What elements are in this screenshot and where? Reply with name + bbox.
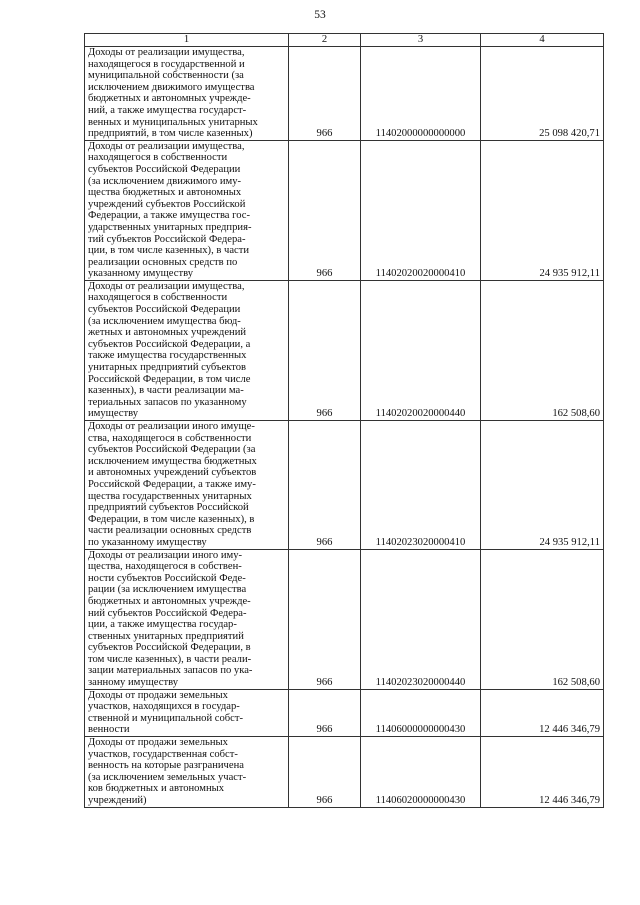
revenue-table — [84, 33, 604, 808]
row-amount: 162 508,60 — [481, 280, 604, 420]
row-description: Доходы от реализации иного имуще- ства, находящегося в собственности субъектов Российской Федерации (за исключением имущества бюджетных и автономных учреждений субъектов Российской Федерации, а также иму- щества государственных унитарных предприятий субъектов Российской Федерации, в том числе казенных), в части реализации основных средств по указанному имуществу — [85, 421, 289, 550]
row-description: Доходы от продажи земельных участков, находящихся в государ- ственной и муниципальной собст- венности — [85, 689, 289, 736]
row-admin-code: 966 — [289, 737, 361, 808]
row-amount: 12 446 346,79 — [481, 689, 604, 736]
row-budget-code: 11406000000000430 — [361, 689, 481, 736]
row-admin-code: 966 — [289, 47, 361, 141]
row-budget-code: 11406020000000430 — [361, 737, 481, 808]
row-amount: 12 446 346,79 — [481, 737, 604, 808]
row-budget-code: 11402000000000000 — [361, 47, 481, 141]
row-admin-code: 966 — [289, 549, 361, 689]
row-admin-code: 966 — [289, 421, 361, 550]
row-description: Доходы от реализации имущества, находящегося в собственности субъектов Российской Федерации (за исключением движимого иму- щества бюджетных и автономных учреждений субъектов Российской Федерации, а также имущества гос- ударственных унитарных предприя- тий субъектов Российской Федера- ции, в том числе казенных), в части реализации основных средств по указанному имуществу — [85, 140, 289, 280]
row-budget-code: 11402020020000440 — [361, 280, 481, 420]
row-description: Доходы от реализации имущества, находящегося в государственной и муниципальной собственности (за исключением движимого имущества бюджетных и автономных учрежде- ний, а также имущества государст- венных и муниципальных унитарных предприятий, в том числе казенных) — [85, 47, 289, 141]
table-row — [85, 140, 604, 280]
row-budget-code: 11402023020000410 — [361, 421, 481, 550]
table-row — [85, 689, 604, 736]
row-description: Доходы от реализации имущества, находящегося в собственности субъектов Российской Федерации (за исключением имущества бюд- жетных и автономных учреждений субъектов Российской Федерации, а также имущества государственных унитарных предприятий субъектов Российской Федерации, в том числе казенных), в части реализации ма- териальных запасов по указанному имуществу — [85, 280, 289, 420]
row-admin-code: 966 — [289, 140, 361, 280]
page-number: 53 — [314, 9, 326, 21]
row-description: Доходы от продажи земельных участков, государственная собст- венность на которые разграничена (за исключением земельных участ- ков бюджетных и автономных учреждений) — [85, 737, 289, 808]
table-row — [85, 280, 604, 420]
row-amount: 25 098 420,71 — [481, 47, 604, 141]
header-col-3: 3 — [361, 34, 481, 47]
row-budget-code: 11402023020000440 — [361, 549, 481, 689]
header-col-4: 4 — [481, 34, 604, 47]
header-col-2: 2 — [289, 34, 361, 47]
row-amount: 162 508,60 — [481, 549, 604, 689]
table-row — [85, 737, 604, 808]
row-admin-code: 966 — [289, 689, 361, 736]
row-admin-code: 966 — [289, 280, 361, 420]
table-header-row — [85, 34, 604, 47]
row-amount: 24 935 912,11 — [481, 421, 604, 550]
table-row — [85, 421, 604, 550]
table-row — [85, 549, 604, 689]
row-amount: 24 935 912,11 — [481, 140, 604, 280]
row-description: Доходы от реализации иного иму- щества, находящегося в собствен- ности субъектов Российской Феде- рации (за исключением имущества бюджетных и автономных учрежде- ний субъектов Российской Федера- ции, а также имущества государ- ственных унитарных предприятий субъектов Российской Федерации, в том числе казенных), в части реали- зации материальных запасов по ука- занному имуществу — [85, 549, 289, 689]
header-col-1: 1 — [85, 34, 289, 47]
table-row — [85, 47, 604, 141]
row-budget-code: 11402020020000410 — [361, 140, 481, 280]
